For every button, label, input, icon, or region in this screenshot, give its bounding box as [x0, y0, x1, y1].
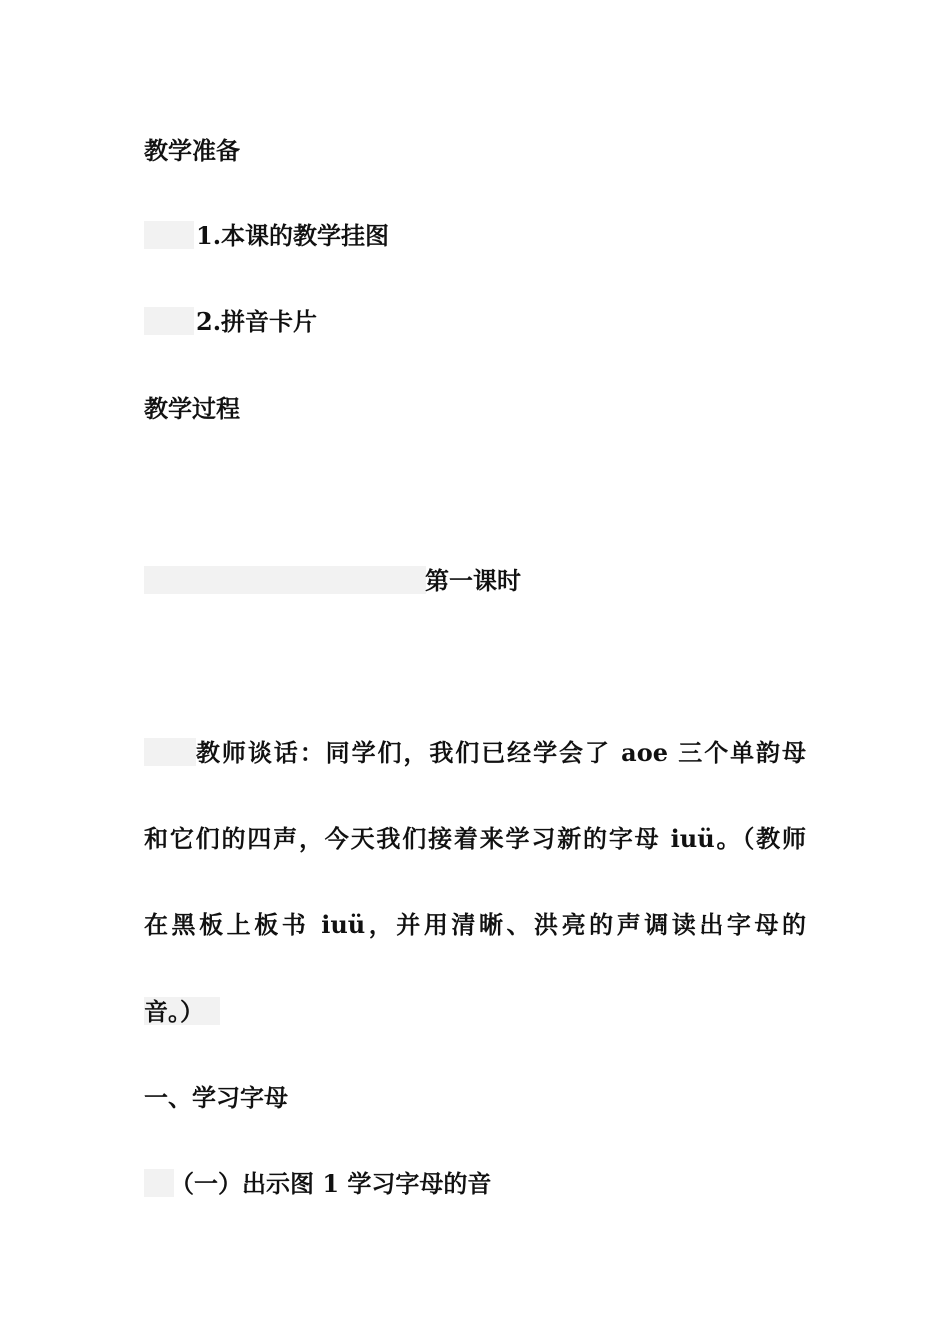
- section-heading-learn-letters: 一、学习字母: [144, 1083, 288, 1112]
- subsection-heading-figure-1: （一）出示图 1 学习字母的音: [170, 1169, 492, 1198]
- intro-line-2: 和它们的四声，今天我们接着来学习新的字母 iuü。（教师: [144, 824, 806, 853]
- indent-shade: [144, 566, 426, 594]
- heading-teaching-process: 教学过程: [144, 394, 240, 423]
- intro-line-4: 音。）: [144, 997, 204, 1026]
- indent-shade: [144, 307, 194, 335]
- intro-line-1: 教师谈话：同学们，我们已经学会了 aoe 三个单韵母: [196, 738, 806, 767]
- prep-item-2: 2.拼音卡片: [196, 307, 318, 336]
- heading-teaching-preparation: 教学准备: [144, 136, 240, 165]
- indent-shade: [144, 738, 196, 766]
- intro-line-3: 在黑板上板书 iuü，并用清晰、洪亮的声调读出字母的: [144, 910, 806, 939]
- prep-item-1: 1.本课的教学挂图: [196, 221, 390, 250]
- indent-shade: [144, 221, 194, 249]
- lesson-title: 第一课时: [425, 566, 521, 595]
